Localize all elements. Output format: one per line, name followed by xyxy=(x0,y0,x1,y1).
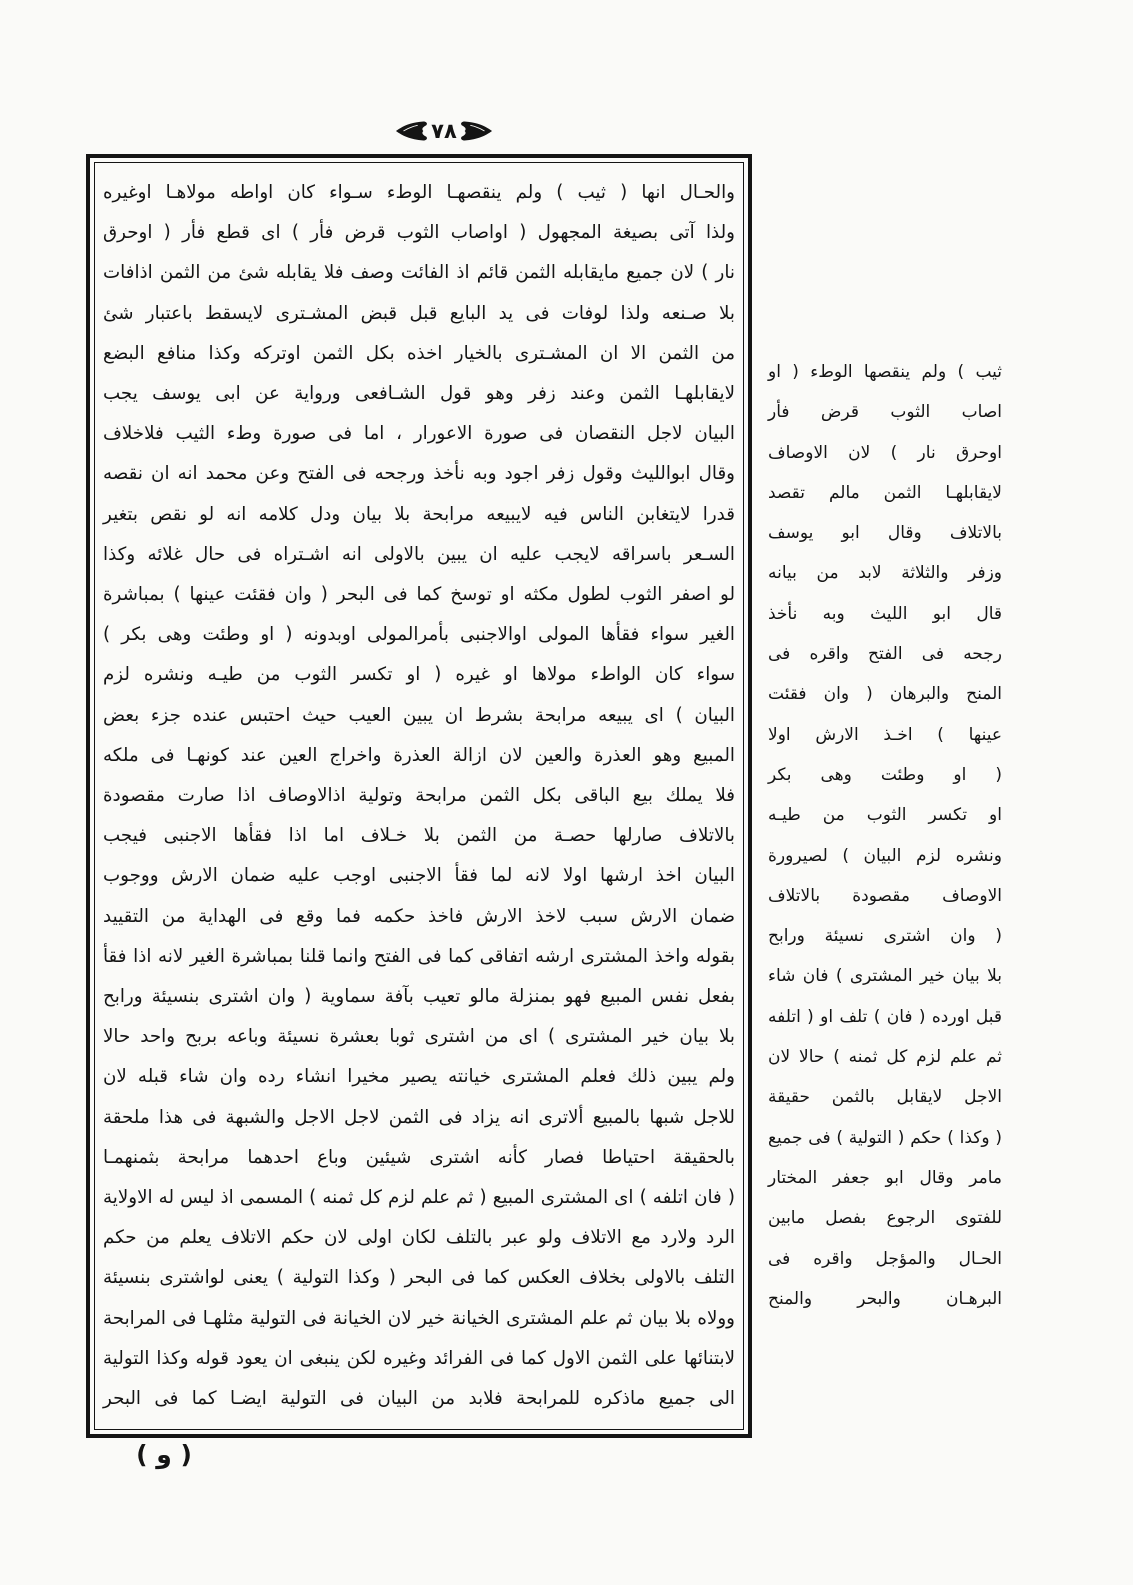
main-text-line: لابتنائها على الثمن الاول كما فى الفرائد وغيره لكن ينبغى ان يعود قوله وكذا التولية xyxy=(103,1347,735,1369)
margin-note-line: ( وان اشترى نسيئة ورابح xyxy=(768,926,1002,947)
signature-mark: ( و ) xyxy=(136,1440,192,1469)
page-number-header xyxy=(384,115,504,147)
margin-note-column xyxy=(768,352,1002,1319)
main-text-line: بلا صـنعه ولذا لوفات فى يد البايع قبل قبض المشـترى لايسقط باعتبار شئ xyxy=(103,302,735,324)
margin-note-line: المنح والبرهان ( وان فقئت xyxy=(768,684,1002,705)
main-text-line: البيان ) اى يبيعه مرابحة بشرط ان يبين العيب حيث احتبس عنده جزء بعض xyxy=(103,704,735,726)
margin-note-line: ( او وطئت وهى بكر xyxy=(768,764,1002,785)
main-text-line: وقال ابوالليث وقول زفر اجود وبه نأخذ ورجحه فى الفتح وعن محمد انه ان نقصه xyxy=(103,463,735,485)
margin-note-line: عينها ) اخـذ الارش اولا xyxy=(768,724,1002,745)
margin-note-line: الاوصاف مقصودة بالاتلاف xyxy=(768,885,1002,906)
margin-note-line: الاجل لايقابل بالثمن حقيقة xyxy=(768,1087,1002,1108)
margin-note-line: او تكسر الثوب من طيـه xyxy=(768,805,1002,826)
margin-note-line: بالاتلاف وقال ابو يوسف xyxy=(768,523,1002,544)
margin-note-line: للفتوى الرجوع بفصل مابين xyxy=(768,1208,1002,1229)
main-text-line: لايقابلهـا الثمن وعند زفر وهو قول الشـافعى ورواية عن ابى يوسف يجب xyxy=(103,383,735,405)
margin-note-line: رجحه فى الفتح واقره فى xyxy=(768,644,1002,665)
margin-note-line: البرهـان والبحر والمنح xyxy=(768,1288,1002,1309)
main-text-line: وولاه بلا بيان ثم علم المشترى الخيانة خير لان الخيانة فى التولية مثلهـا فى المرابحة xyxy=(103,1307,735,1329)
main-text-line: والحـال انها ( ثيب ) ولم ينقصهـا الوطء سـواء كان اواطه مولاهـا اوغيره xyxy=(103,182,735,203)
main-text-line: بقوله واخذ المشترى ارشه اتفاقى كما فى الفتح وانما قلنا بمباشرة الغير لانه اذا فقأ xyxy=(103,945,735,967)
main-text-line: السـعر باسراقه لايجب عليه ان يبين بالاولى انه اشـتراه فى حال غلائه وكذا xyxy=(103,543,735,565)
margin-note-line: ونشره لزم البيان ) لصيرورة xyxy=(768,845,1002,866)
main-text-line: للاجل شبها بالمبيع ألاترى انه يزاد فى الثمن لاجل الاجل والشبهة فى هذا ملحقة xyxy=(103,1106,735,1128)
page-number: ٧٨ xyxy=(431,119,457,143)
main-text-line: قدرا لايتغابن الناس فيه لايبيعه مرابحة بلا بيان ودل كلامه انه لو نقص بتغير xyxy=(103,503,735,525)
main-text-line: البيان لاجل النقصان فى صورة الاعورار ، اما فى صورة وطء الثيب فلاخلاف xyxy=(103,423,735,445)
main-text-line: المبيع وهو العذرة والعين لان ازالة العذرة واخراج العين عند كونهـا فى ملكه xyxy=(103,744,735,766)
main-text-line: ولم يبين ذلك فعلم المشترى خيانته يصير مخيرا انشاء رده وان شاء قبله لان xyxy=(103,1066,735,1088)
main-text-block xyxy=(103,173,735,1419)
main-text-line: ( فان اتلفه ) اى المشترى المبيع ( ثم علم لزم كل ثمنه ) المسمى اذ ليس له الاولاية xyxy=(103,1187,735,1209)
main-text-line: الى جميع ماذكره للمرابحة فلابد من البيان فى التولية ايضـا كما فى البحر xyxy=(103,1388,735,1410)
margin-note-line: مامر وقال ابو جعفر المختار xyxy=(768,1167,1002,1188)
main-text-line: بلا بيان خير المشترى ) اى من اشترى ثوبا بعشرة نسيئة وباعه بربح واحد حالا xyxy=(103,1026,735,1048)
margin-note-line: قال ابو الليث وبه نأخذ xyxy=(768,603,1002,624)
margin-note-line: اوحرق نار ) لان الاوصاف xyxy=(768,442,1002,463)
main-text-line: بالحقيقة احتياطا فصار كأنه اشترى شيئين وباع احدهما مرابحة بثمنهمـا xyxy=(103,1146,735,1168)
main-text-line: بفعل نفس المبيع فهو بمنزلة مالو تعيب بآفة سماوية ( وان اشترى بنسيئة ورابح xyxy=(103,986,735,1008)
main-text-line: نار ) لان جميع مايقابله الثمن قائم اذ الفائت وصف فلا يقابله شئ من الثمن اذافات xyxy=(103,262,735,284)
main-text-line: التلف بالاولى بخلاف العكس كما فى البحر ( وكذا التولية ) يعنى لواشترى بنسيئة xyxy=(103,1267,735,1289)
main-text-line: من الثمن الا ان المشـترى بالخيار اخذه بكل الثمن اوتركه وكذا منافع البضع xyxy=(103,342,735,364)
margin-note-line: اصاب الثوب قرض فأر xyxy=(768,402,1002,423)
main-text-line: سواء كان الواطء مولاها او غيره ( او تكسر الثوب من طيـه ونشره لزم xyxy=(103,664,735,686)
main-text-line: ضمان الارش سبب لاخذ الارش فاخذ حكمه فما وقع فى الهداية من التقييد xyxy=(103,905,735,927)
main-text-line: الغير سواء فقأها المولى اوالاجنبى بأمرالمولى اوبدونه ( او وطئت وهى بكر ) xyxy=(103,624,735,646)
margin-note-line: وزفر والثلاثة لابد من بيانه xyxy=(768,563,1002,584)
main-text-line: بالاتلاف صارلها حصـة من الثمن بلا خـلاف اما اذا فقأها الاجنبى فيجب xyxy=(103,825,735,847)
main-text-line: الرد ولارد مع الاتلاف ولو عبر بالتلف لكان اولى لان حكم الاتلاف يعلم من حكم xyxy=(103,1227,735,1249)
margin-note-line: ثيب ) ولم ينقصها الوطء ( او xyxy=(768,362,1002,382)
main-text-line: ولذا آتى بصيغة المجهول ( اواصاب الثوب قرض فأر ) اى قطع فأر ( اوحرق xyxy=(103,222,735,244)
ornament-right-icon xyxy=(459,117,493,145)
margin-note-line: الحـال والمؤجل واقره فى xyxy=(768,1248,1002,1269)
margin-note-line: ثم علم لزم كل ثمنه ) حالا لان xyxy=(768,1047,1002,1068)
margin-note-line: ( وكذا ) حكم ( التولية ) فى جميع xyxy=(768,1127,1002,1148)
margin-note-line: لايقابلهـا الثمن مالم تقصد xyxy=(768,482,1002,503)
margin-note-line: قبل اورده ( فان ) تلف او ( اتلفه xyxy=(768,1006,1002,1027)
margin-note-line: بلا بيان خير المشترى ) فان شاء xyxy=(768,966,1002,987)
ornament-left-icon xyxy=(395,117,429,145)
main-text-line: فلا يملك بيع الباقى بكل الثمن مرابحة وتولية اذالاوصاف اذا صارت مقصودة xyxy=(103,785,735,807)
main-text-line: لو اصفر الثوب لطول مكثه او توسخ كما فى البحر ( وان فقئت عينها ) بمباشرة xyxy=(103,584,735,606)
main-text-line: البيان اخذ ارشها اولا لانه لما فقأ الاجنبى اوجب عليه ضمان الارش ووجوب xyxy=(103,865,735,887)
